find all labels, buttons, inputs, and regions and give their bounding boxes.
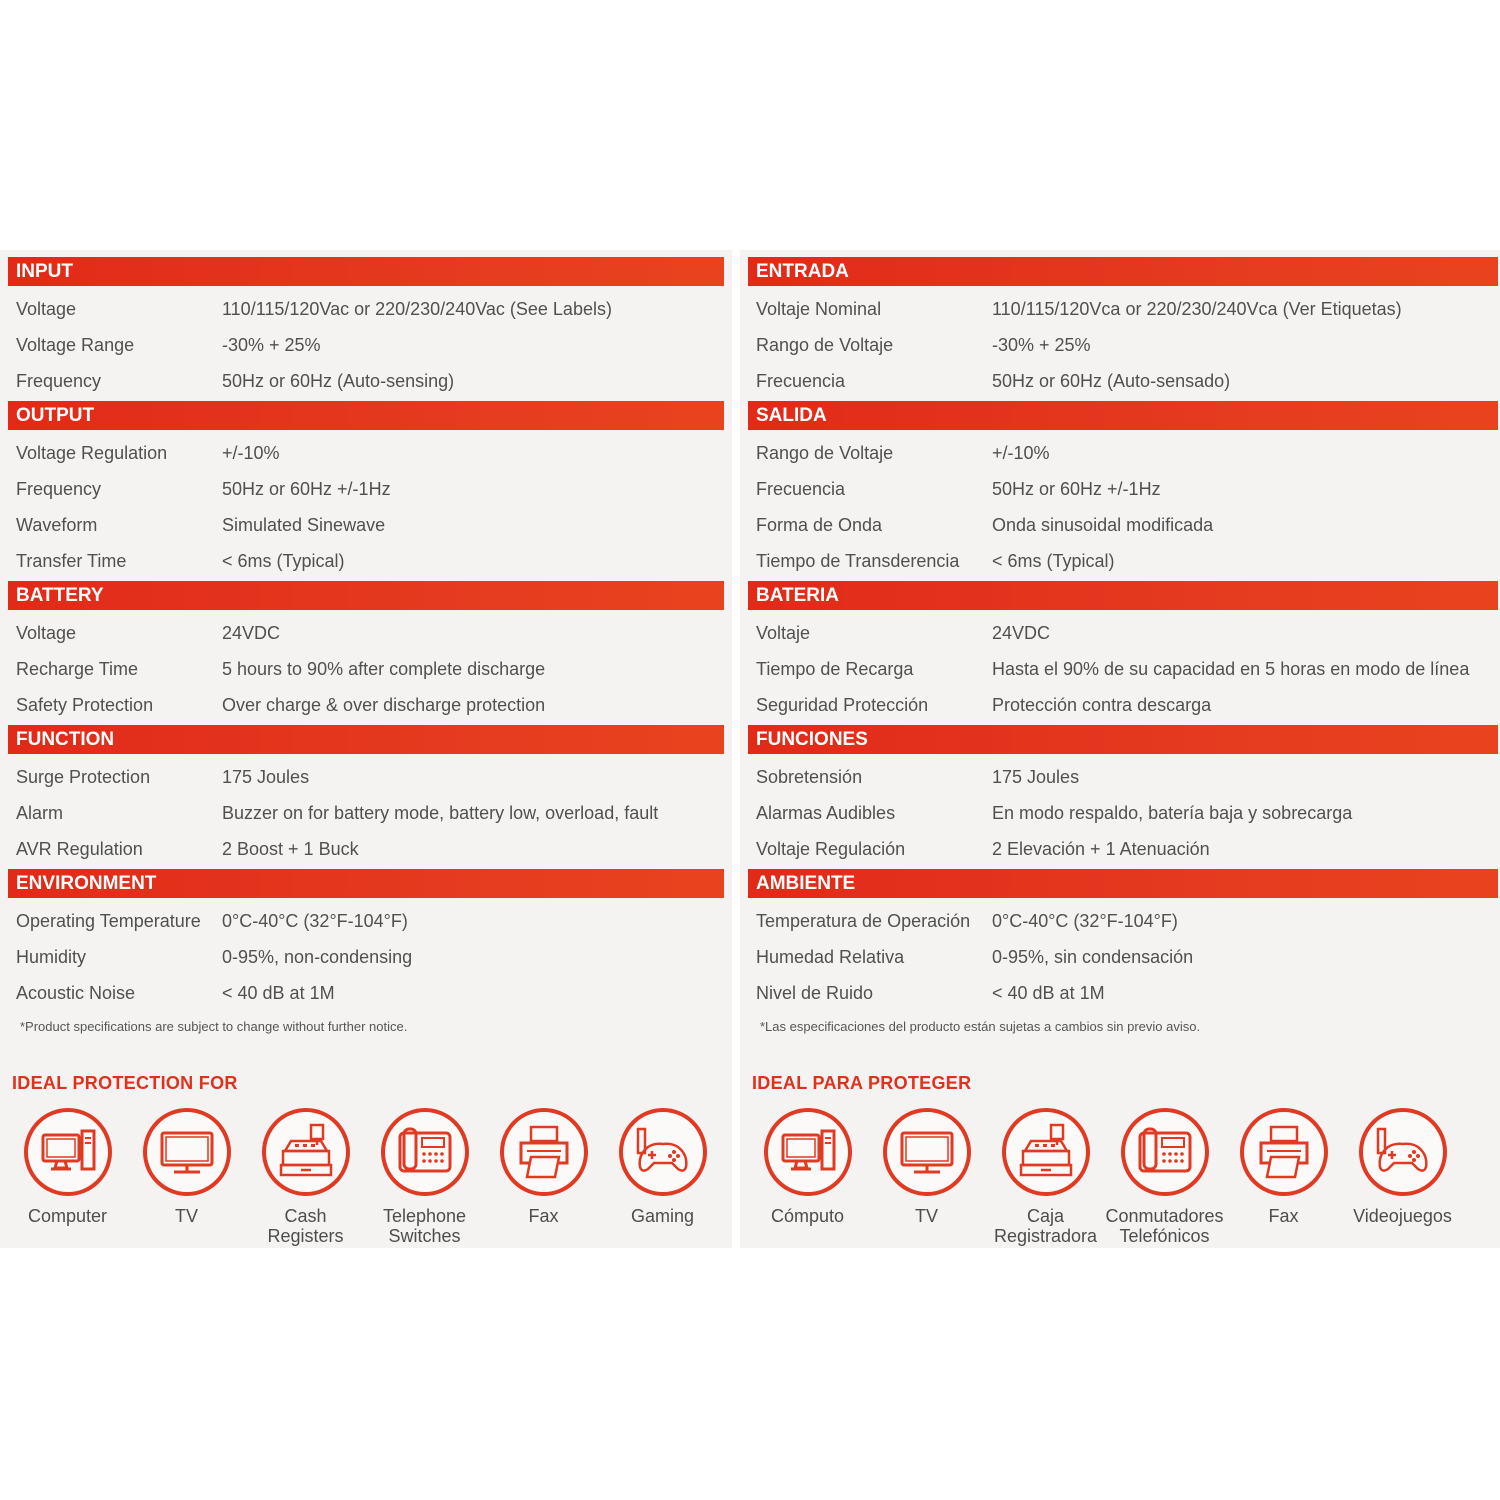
spec-value: En modo respaldo, batería baja y sobrecarga: [992, 802, 1353, 823]
device-label: TV: [914, 1206, 938, 1226]
tv-icon: [143, 1108, 231, 1196]
device-tv: [867, 1108, 986, 1246]
spec-row-frecuencia: [748, 363, 1498, 399]
device-telephone-switch: [365, 1108, 484, 1246]
cash-register-icon: [1002, 1108, 1090, 1196]
spec-row-tiempo-de-transderencia: [748, 543, 1498, 579]
spec-label: Humidity: [16, 946, 87, 967]
spec-rows: [8, 898, 724, 1013]
section-header: ENTRADA: [748, 257, 1498, 286]
spec-label: Humedad Relativa: [756, 946, 905, 967]
spec-row-sobretension: [748, 759, 1498, 795]
spec-value: 2 Boost + 1 Buck: [222, 838, 359, 859]
section-header: BATTERY: [8, 581, 724, 610]
spec-value: 24VDC: [222, 622, 281, 643]
spec-value: 110/115/120Vca or 220/230/240Vca (Ver Etiquetas): [992, 298, 1402, 319]
device-fax: [1224, 1108, 1343, 1246]
spec-label: Voltage Range: [16, 334, 135, 355]
device-gaming: [603, 1108, 722, 1246]
spec-section-bateria: [748, 581, 1498, 725]
spec-label: Alarmas Audibles: [756, 802, 896, 823]
device-label: Cómputo: [770, 1206, 845, 1226]
spec-row-rango-de-voltaje: [748, 435, 1498, 471]
spec-value: 50Hz or 60Hz +/-1Hz: [992, 478, 1161, 499]
spec-label: Voltaje Nominal: [756, 298, 882, 319]
section-header: INPUT: [8, 257, 724, 286]
spec-row-alarm: [8, 795, 724, 831]
device-cash-register: [986, 1108, 1105, 1246]
device-cash-register: [246, 1108, 365, 1246]
spec-label: Voltage Regulation: [16, 442, 168, 463]
ideal-protection-title: IDEAL PARA PROTEGER: [752, 1073, 972, 1093]
spec-section-entrada: [748, 257, 1498, 401]
ideal-protection-title: IDEAL PROTECTION FOR: [12, 1073, 238, 1093]
spec-row-safety-protection: [8, 687, 724, 723]
spec-row-seguridad-proteccion: [748, 687, 1498, 723]
spec-value: 0-95%, non-condensing: [222, 946, 413, 967]
spec-rows: [8, 754, 724, 869]
device-label: Fax: [528, 1206, 559, 1226]
spec-value: < 40 dB at 1M: [992, 982, 1105, 1003]
spec-label: Recharge Time: [16, 658, 139, 679]
spec-value: Simulated Sinewave: [222, 514, 386, 535]
telephone-switch-icon: [1121, 1108, 1209, 1196]
tv-icon: [883, 1108, 971, 1196]
spec-value: +/-10%: [992, 442, 1050, 463]
section-header: AMBIENTE: [748, 869, 1498, 898]
spec-value: 0°C-40°C (32°F-104°F): [222, 910, 408, 931]
spec-rows: [8, 430, 724, 581]
gaming-icon: [1359, 1108, 1447, 1196]
spec-value: 110/115/120Vac or 220/230/240Vac (See Labels): [222, 298, 612, 319]
spec-value: Over charge & over discharge protection: [222, 694, 546, 715]
spec-value: -30% + 25%: [222, 334, 321, 355]
spec-row-surge-protection: [8, 759, 724, 795]
spec-section-ambiente: [748, 869, 1498, 1013]
device-label: Computer: [27, 1206, 108, 1226]
spec-rows: [8, 286, 724, 401]
spec-row-forma-de-onda: [748, 507, 1498, 543]
spec-section-input: [8, 257, 724, 401]
spec-value: Onda sinusoidal modificada: [992, 514, 1214, 535]
spec-value: < 6ms (Typical): [222, 550, 345, 571]
telephone-switch-icon: [381, 1108, 469, 1196]
spec-section-salida: [748, 401, 1498, 581]
spec-label: Waveform: [16, 514, 98, 535]
spec-value: 0°C-40°C (32°F-104°F): [992, 910, 1178, 931]
spec-row-voltaje-nominal: [748, 291, 1498, 327]
section-header: ENVIRONMENT: [8, 869, 724, 898]
spec-section-function: [8, 725, 724, 869]
spec-rows: [748, 286, 1498, 401]
spec-value: -30% + 25%: [992, 334, 1091, 355]
spanish-spec-column: [748, 257, 1498, 1246]
device-icon-row: [748, 1108, 1498, 1246]
spec-value: 50Hz or 60Hz (Auto-sensado): [992, 370, 1231, 391]
spec-rows: [8, 610, 724, 725]
spec-rows: [748, 430, 1498, 581]
spec-rows: [748, 898, 1498, 1013]
spec-label: Sobretensión: [756, 766, 863, 787]
section-header: FUNCIONES: [748, 725, 1498, 754]
spec-row-acoustic-noise: [8, 975, 724, 1011]
english-spec-column: [8, 257, 724, 1246]
section-header: OUTPUT: [8, 401, 724, 430]
disclaimer-note: *Product specifications are subject to change without further notice.: [20, 1019, 408, 1034]
section-header: FUNCTION: [8, 725, 724, 754]
device-fax: [484, 1108, 603, 1246]
spec-value: 50Hz or 60Hz +/-1Hz: [222, 478, 391, 499]
spec-label: Acoustic Noise: [16, 982, 136, 1003]
spec-row-frecuencia: [748, 471, 1498, 507]
spec-value: +/-10%: [222, 442, 280, 463]
spec-section-funciones: [748, 725, 1498, 869]
spec-label: Tiempo de Transderencia: [756, 550, 960, 571]
spec-row-frequency: [8, 363, 724, 399]
spec-rows: [748, 754, 1498, 869]
spec-label: Frecuencia: [756, 370, 846, 391]
spec-label: Rango de Voltaje: [756, 334, 894, 355]
spec-label: Rango de Voltaje: [756, 442, 894, 463]
spec-row-avr-regulation: [8, 831, 724, 867]
spec-value: < 40 dB at 1M: [222, 982, 335, 1003]
spec-label: Transfer Time: [16, 550, 127, 571]
device-tv: [127, 1108, 246, 1246]
computer-icon: [764, 1108, 852, 1196]
spec-section-environment: [8, 869, 724, 1013]
device-label: Videojuegos: [1353, 1206, 1452, 1226]
spec-label: Voltaje: [756, 622, 811, 643]
device-label: TV: [174, 1206, 198, 1226]
spec-value: 5 hours to 90% after complete discharge: [222, 658, 546, 679]
spec-label: Safety Protection: [16, 694, 154, 715]
spec-label: Nivel de Ruido: [756, 982, 874, 1003]
spec-row-voltage: [8, 615, 724, 651]
spec-row-frequency: [8, 471, 724, 507]
spec-value: 24VDC: [992, 622, 1051, 643]
spec-row-nivel-de-ruido: [748, 975, 1498, 1011]
spec-row-voltage-regulation: [8, 435, 724, 471]
spec-row-voltaje-regulacion: [748, 831, 1498, 867]
computer-icon: [24, 1108, 112, 1196]
device-icon-row: [8, 1108, 724, 1246]
spec-rows: [748, 610, 1498, 725]
fax-icon: [1240, 1108, 1328, 1196]
spec-row-temperatura-de-operacion: [748, 903, 1498, 939]
spec-label: Voltage: [16, 298, 77, 319]
spec-label: Frequency: [16, 478, 102, 499]
spec-value: Hasta el 90% de su capacidad en 5 horas en modo de línea: [992, 658, 1470, 679]
spec-label: Frequency: [16, 370, 102, 391]
gaming-icon: [619, 1108, 707, 1196]
spec-row-operating-temperature: [8, 903, 724, 939]
spec-row-humidity: [8, 939, 724, 975]
spec-label: Voltaje Regulación: [756, 838, 906, 859]
spec-label: Frecuencia: [756, 478, 846, 499]
fax-icon: [500, 1108, 588, 1196]
spec-value: 50Hz or 60Hz (Auto-sensing): [222, 370, 455, 391]
device-label: Gaming: [630, 1206, 695, 1226]
spec-label: Tiempo de Recarga: [756, 658, 914, 679]
device-telephone-switch: [1105, 1108, 1224, 1246]
spec-row-voltaje: [748, 615, 1498, 651]
device-label: Cash Registers: [267, 1206, 344, 1246]
spec-row-alarmas-audibles: [748, 795, 1498, 831]
spec-row-recharge-time: [8, 651, 724, 687]
spec-row-transfer-time: [8, 543, 724, 579]
device-label: Conmutadores Telefónicos: [1105, 1206, 1224, 1246]
device-label: Fax: [1268, 1206, 1299, 1226]
spec-row-humedad-relativa: [748, 939, 1498, 975]
spec-row-rango-de-voltaje: [748, 327, 1498, 363]
device-label: Caja Registradora: [993, 1206, 1098, 1246]
spec-row-voltage: [8, 291, 724, 327]
spec-label: Operating Temperature: [16, 910, 201, 931]
device-computer: [748, 1108, 867, 1246]
spec-value: 0-95%, sin condensación: [992, 946, 1194, 967]
spec-value: 2 Elevación + 1 Atenuación: [992, 838, 1210, 859]
spec-value: 175 Joules: [992, 766, 1080, 787]
spec-label: Temperatura de Operación: [756, 910, 971, 931]
spec-value: Buzzer on for battery mode, battery low, overload, fault: [222, 802, 659, 823]
spec-label: Alarm: [16, 802, 64, 823]
section-header: SALIDA: [748, 401, 1498, 430]
spec-label: Surge Protection: [16, 766, 151, 787]
spec-value: 175 Joules: [222, 766, 310, 787]
device-label: Telephone Switches: [382, 1206, 467, 1246]
spec-value: < 6ms (Typical): [992, 550, 1115, 571]
spec-section-battery: [8, 581, 724, 725]
spec-label: Voltage: [16, 622, 77, 643]
device-gaming: [1343, 1108, 1462, 1246]
spec-label: Seguridad Protección: [756, 694, 929, 715]
spec-label: Forma de Onda: [756, 514, 883, 535]
spec-section-output: [8, 401, 724, 581]
spec-label: AVR Regulation: [16, 838, 143, 859]
section-header: BATERIA: [748, 581, 1498, 610]
device-computer: [8, 1108, 127, 1246]
spec-row-tiempo-de-recarga: [748, 651, 1498, 687]
cash-register-icon: [262, 1108, 350, 1196]
spec-row-voltage-range: [8, 327, 724, 363]
disclaimer-note: *Las especificaciones del producto están sujetas a cambios sin previo aviso.: [760, 1019, 1201, 1034]
spec-row-waveform: [8, 507, 724, 543]
spec-value: Protección contra descarga: [992, 694, 1212, 715]
